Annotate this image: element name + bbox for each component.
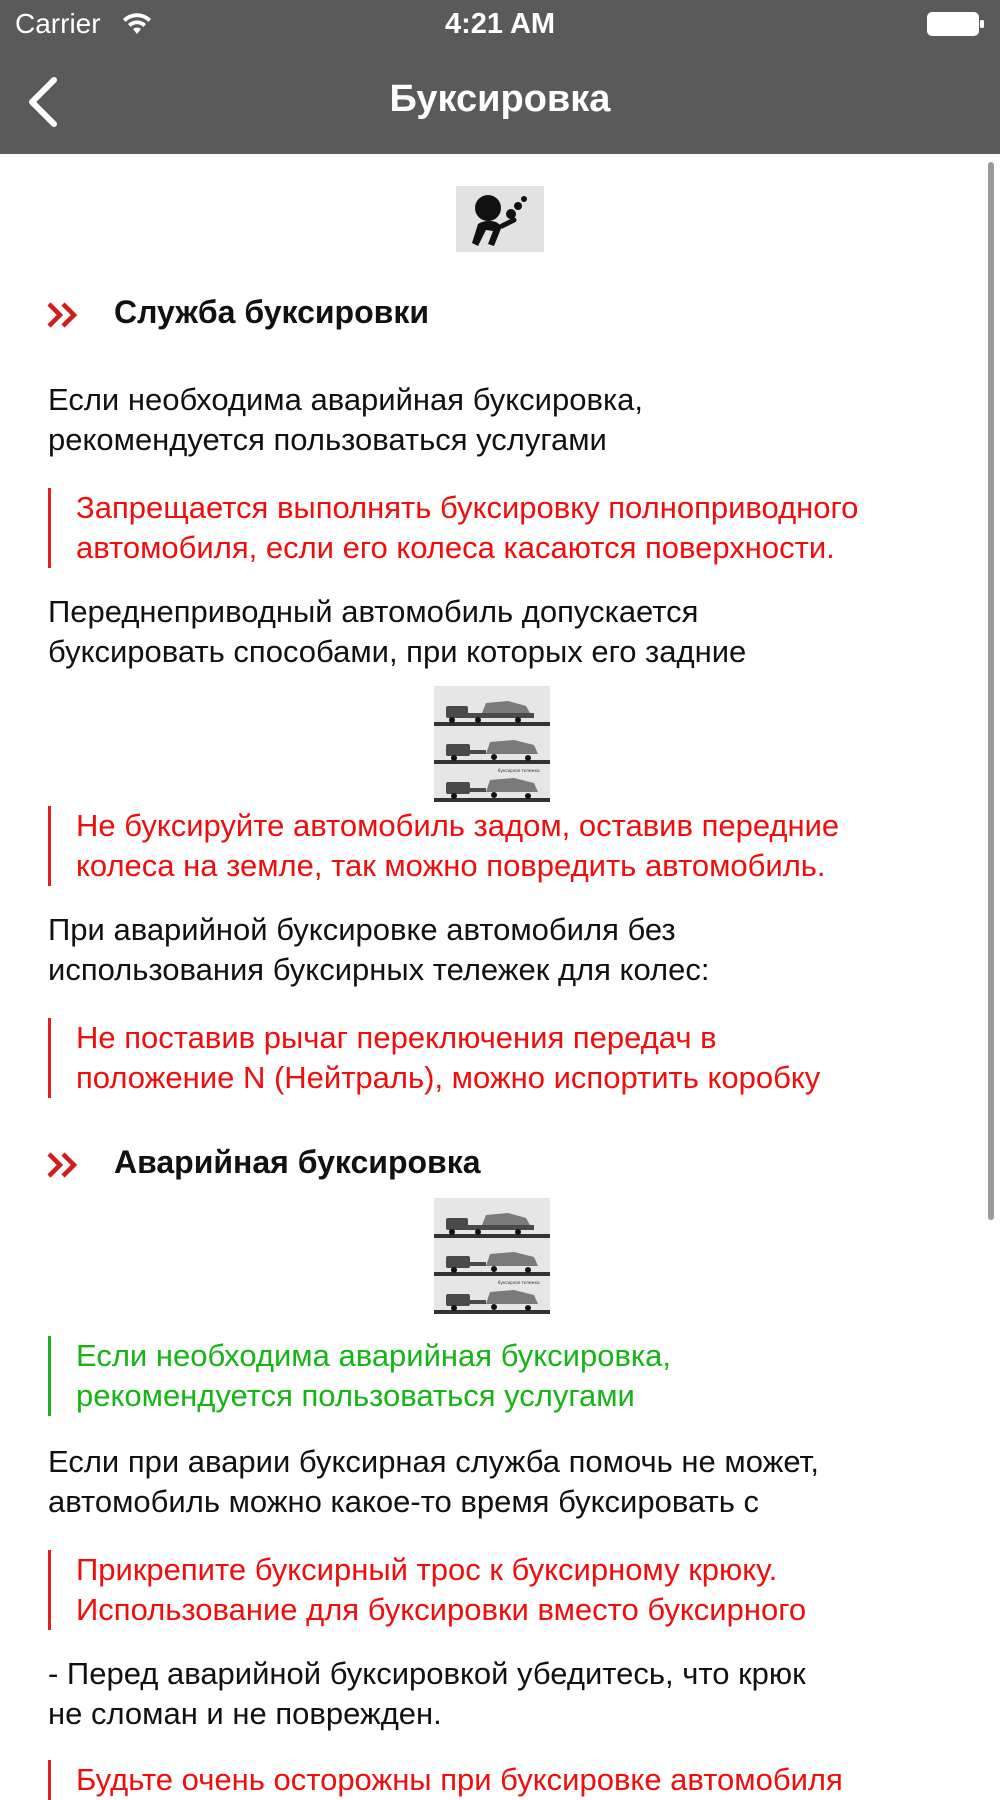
double-chevron-right-icon <box>46 1150 80 1180</box>
carrier-label: Carrier <box>15 8 101 39</box>
text-line: При аварийной буксировке автомобиля без <box>48 912 676 947</box>
text-line: Прикрепите буксирный трос к буксирному крюку. <box>76 1552 778 1587</box>
text-line: Будьте очень осторожны при буксировке автомобиля <box>76 1762 843 1797</box>
text-line: использования буксирных тележек для колес: <box>48 952 710 987</box>
text-line: рекомендуется пользоваться услугами <box>48 422 607 457</box>
navigation-bar <box>0 50 1000 154</box>
text-line: Если необходима аварийная буксировка, <box>48 382 644 417</box>
text-line: Если необходима аварийная буксировка, <box>76 1338 672 1373</box>
paragraph <box>48 1654 948 1734</box>
text-line: Переднеприводный автомобиль допускается <box>48 594 699 629</box>
text-line: не сломан и не поврежден. <box>48 1696 442 1731</box>
scrollbar[interactable] <box>988 162 994 1220</box>
paragraph <box>48 1442 948 1522</box>
paragraph <box>48 910 948 990</box>
text-line: колеса на земле, так можно повредить автомобиль. <box>76 848 826 883</box>
text-line: Использование для буксировки вместо буксирного <box>76 1592 807 1627</box>
section-title: Служба буксировки <box>114 294 429 330</box>
diagram-caption: буксирная тележка <box>498 768 540 773</box>
warning-note <box>48 1550 986 1630</box>
paragraph <box>48 592 948 672</box>
towing-methods-diagram <box>434 686 550 802</box>
section-heading-towing-service <box>46 292 946 338</box>
warning-note <box>48 1760 986 1800</box>
towing-methods-diagram <box>434 1198 550 1314</box>
section-heading-emergency-towing <box>46 1142 946 1188</box>
text-line: автомобиль можно какое-то время буксировать с <box>48 1484 760 1519</box>
info-note <box>48 1336 986 1416</box>
text-line: рекомендуется пользоваться услугами <box>76 1378 635 1413</box>
article-content[interactable] <box>0 154 1000 1797</box>
text-line: положение N (Нейтраль), можно испортить коробку <box>76 1060 821 1095</box>
diagram-caption: буксирная тележка <box>498 1280 540 1285</box>
text-line: Не поставив рычаг переключения передач в <box>76 1020 717 1055</box>
warning-note <box>48 1018 986 1098</box>
airbag-warning-icon <box>456 186 544 252</box>
text-line: буксировать способами, при которых его задние <box>48 634 747 669</box>
clock: 4:21 AM <box>444 8 556 40</box>
text-line: Не буксируйте автомобиль задом, оставив передние <box>76 808 840 843</box>
page-title: Буксировка <box>389 78 611 120</box>
text-line: Запрещается выполнять буксировку полноприводного <box>76 490 859 525</box>
text-line: Если при аварии буксирная служба помочь не может, <box>48 1444 819 1479</box>
text-line: автомобиля, если его колеса касаются поверхности. <box>76 530 835 565</box>
text-line: - Перед аварийной буксировкой убедитесь, что крюк <box>48 1656 806 1691</box>
status-bar <box>0 0 1000 50</box>
battery-icon <box>927 12 985 36</box>
double-chevron-right-icon <box>46 300 80 330</box>
warning-note <box>48 806 986 886</box>
section-title: Аварийная буксировка <box>114 1144 481 1180</box>
warning-note <box>48 488 986 568</box>
paragraph <box>48 380 948 460</box>
